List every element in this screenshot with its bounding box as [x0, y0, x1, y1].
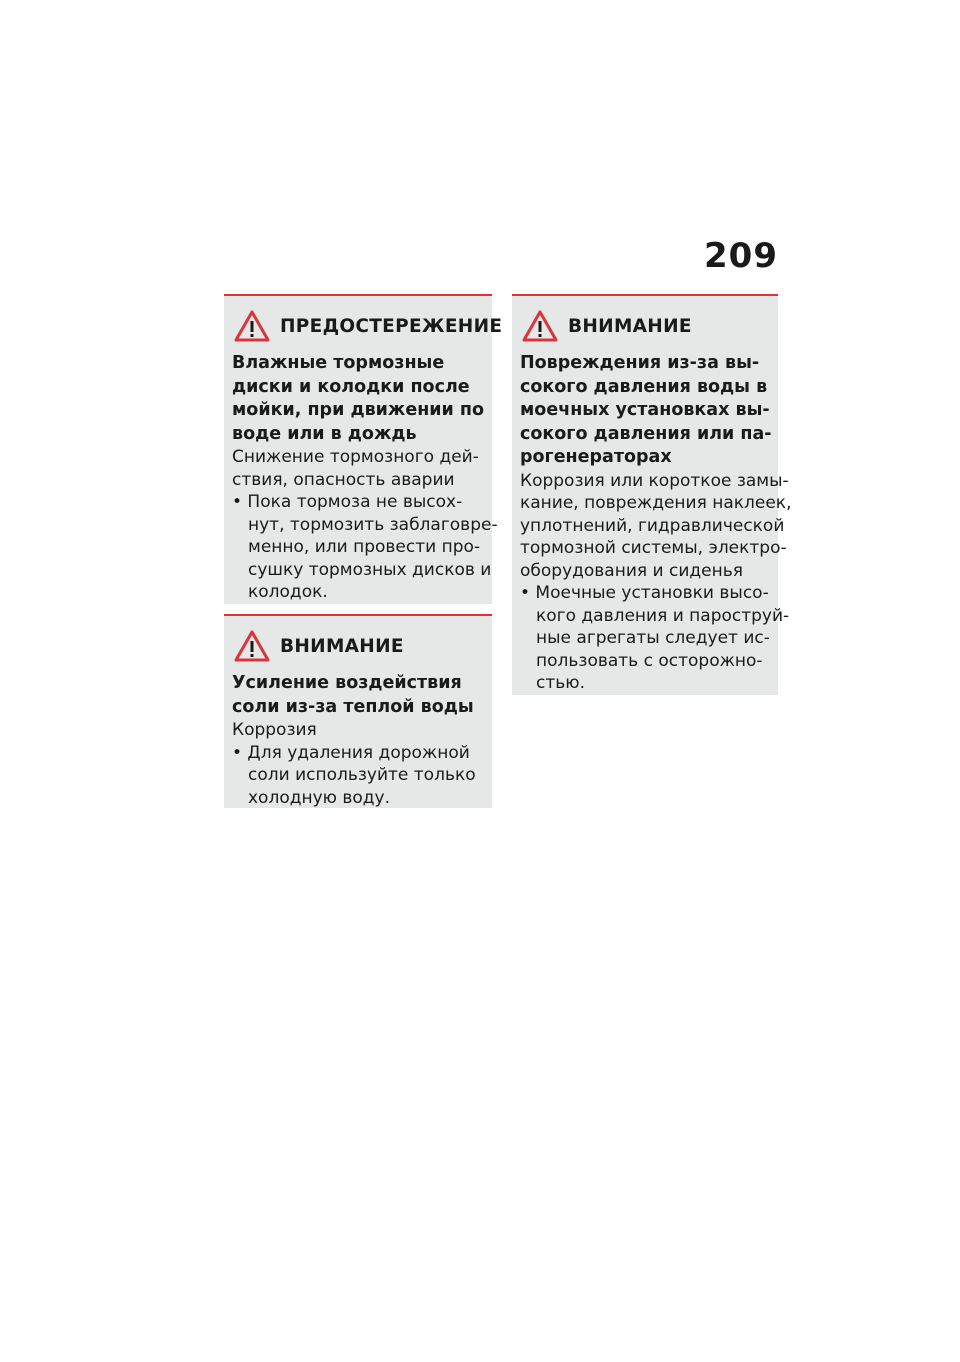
heading-line: мойки, при движении по — [232, 400, 485, 420]
bullet-continuation: стью. — [536, 673, 585, 693]
bullet-continuation: кого давления и пароструй- — [536, 605, 790, 626]
box-header — [522, 310, 768, 342]
heading-line: соли из-за теплой воды — [232, 696, 474, 717]
bullet-continuation: колодок. — [248, 582, 328, 602]
heading-line: сокого давления или па- — [520, 423, 772, 444]
consequence-line: ствия, опасность аварии — [232, 469, 455, 490]
box-title: ПРЕДОСТЕРЕЖЕНИЕ — [280, 315, 503, 337]
bullet-item: • Пока тормоза не высох- — [232, 492, 463, 512]
bullet-continuation: холодную воду. — [248, 787, 391, 808]
heading-line: Влажные тормозные — [232, 353, 445, 373]
warning-box-attention-salt — [224, 614, 492, 808]
consequence-line: оборудования и сиденья — [520, 560, 743, 581]
warning-triangle-icon — [234, 630, 270, 662]
bullet-item: • Моечные установки высо- — [520, 583, 769, 603]
bullet-continuation: соли используйте только — [248, 765, 476, 785]
heading-line: Усиление воздействия — [232, 673, 462, 693]
bullet-continuation: сушку тормозных дисков и — [248, 559, 492, 580]
heading-line: Повреждения из-за вы- — [520, 353, 760, 373]
heading-line: диски и колодки после — [232, 376, 470, 397]
warning-triangle-icon — [234, 310, 270, 342]
heading-line: моечных установках вы- — [520, 400, 770, 420]
bullet-continuation: нут, тормозить заблаговре- — [248, 514, 498, 535]
bullet-continuation: ные агрегаты следует ис- — [536, 628, 770, 648]
consequence-line: Коррозия — [232, 720, 317, 740]
page-number: 209 — [704, 236, 778, 276]
consequence-line: кание, повреждения наклеек, — [520, 493, 792, 513]
warning-triangle-icon — [522, 310, 558, 342]
warning-box-precaution — [224, 294, 503, 604]
box-header — [234, 630, 482, 662]
consequence-line: уплотнений, гидравлической — [520, 515, 785, 536]
box-header — [234, 310, 503, 342]
heading-line: сокого давления воды в — [520, 376, 768, 397]
consequence-line: Коррозия или короткое замы- — [520, 470, 789, 491]
bullet-item: • Для удаления дорожной — [232, 742, 470, 763]
warning-box-attention-pressure — [512, 294, 792, 695]
bullet-continuation: пользовать с осторожно- — [536, 650, 763, 671]
heading-line: рогенераторах — [520, 447, 672, 467]
heading-line: воде или в дождь — [232, 423, 417, 444]
consequence-line: тормозной системы, электро- — [520, 538, 787, 558]
bullet-continuation: менно, или провести про- — [248, 537, 481, 557]
consequence-line: Снижение тормозного дей- — [232, 447, 479, 467]
box-title: ВНИМАНИЕ — [280, 635, 404, 657]
box-title: ВНИМАНИЕ — [568, 315, 692, 337]
